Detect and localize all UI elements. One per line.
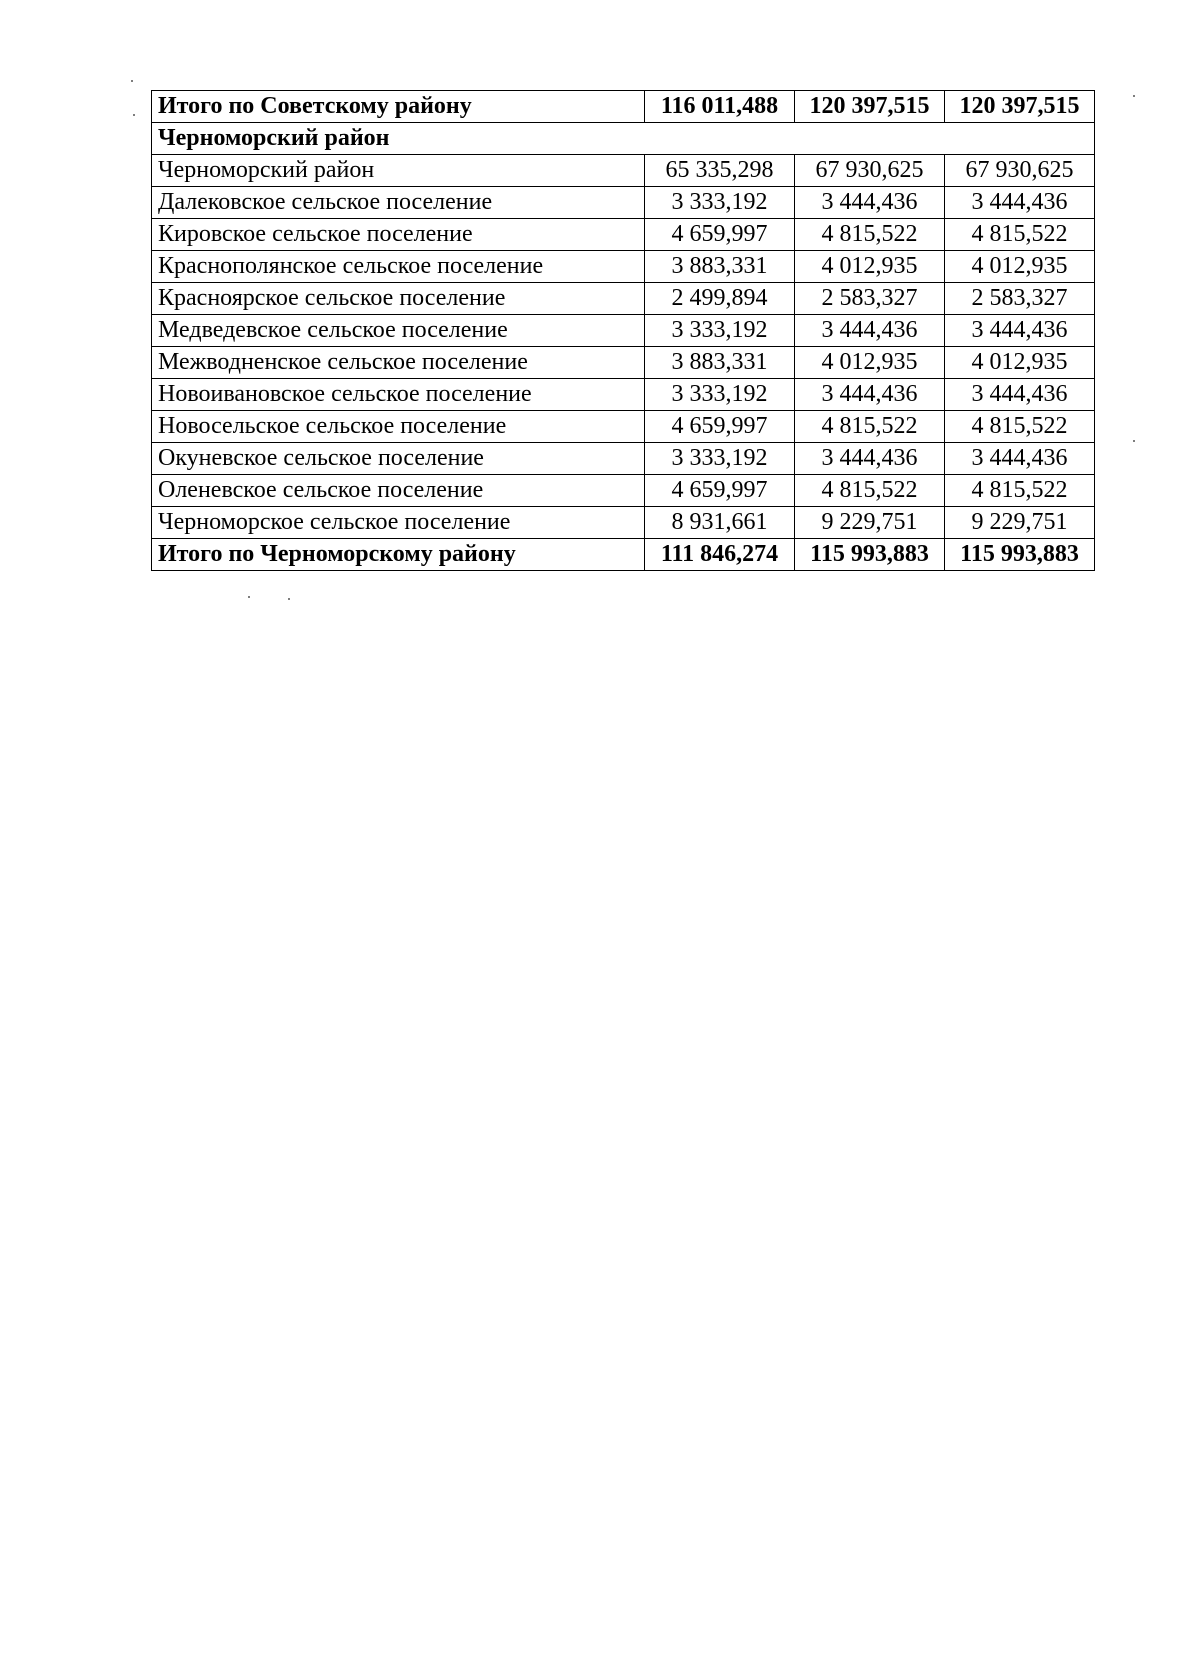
value-cell-2: 3 444,436 xyxy=(795,443,945,475)
scan-speck xyxy=(1133,440,1135,442)
value-cell-1: 4 659,997 xyxy=(645,219,795,251)
value-cell-2: 2 583,327 xyxy=(795,283,945,315)
table-row xyxy=(152,315,1095,347)
value-cell-2: 4 815,522 xyxy=(795,219,945,251)
table-row xyxy=(152,347,1095,379)
value-cell-1: 111 846,274 xyxy=(645,539,795,571)
value-cell-3: 4 012,935 xyxy=(945,251,1095,283)
value-cell-1: 65 335,298 xyxy=(645,155,795,187)
value-cell-1: 4 659,997 xyxy=(645,411,795,443)
value-cell-1: 3 333,192 xyxy=(645,443,795,475)
value-cell-1: 2 499,894 xyxy=(645,283,795,315)
row-name-cell: Окуневское сельское поселение xyxy=(152,443,645,475)
row-name-cell: Итого по Советскому району xyxy=(152,91,645,123)
row-name-cell: Межводненское сельское поселение xyxy=(152,347,645,379)
value-cell-3: 120 397,515 xyxy=(945,91,1095,123)
row-name-cell: Оленевское сельское поселение xyxy=(152,475,645,507)
table-row xyxy=(152,155,1095,187)
value-cell-3: 4 815,522 xyxy=(945,219,1095,251)
value-cell-2: 3 444,436 xyxy=(795,379,945,411)
value-cell-1: 3 333,192 xyxy=(645,187,795,219)
value-cell-3: 4 012,935 xyxy=(945,347,1095,379)
row-name-cell: Далековское сельское поселение xyxy=(152,187,645,219)
value-cell-2: 9 229,751 xyxy=(795,507,945,539)
table-row xyxy=(152,507,1095,539)
row-name-cell: Кировское сельское поселение xyxy=(152,219,645,251)
row-name-cell: Медведевское сельское поселение xyxy=(152,315,645,347)
value-cell-1: 116 011,488 xyxy=(645,91,795,123)
value-cell-3: 3 444,436 xyxy=(945,379,1095,411)
scan-speck xyxy=(248,596,250,598)
value-cell-1: 3 883,331 xyxy=(645,251,795,283)
budget-table xyxy=(151,90,1095,571)
section-title-cell: Черноморский район xyxy=(152,123,1095,155)
value-cell-3: 4 815,522 xyxy=(945,475,1095,507)
row-name-cell: Итого по Черноморскому району xyxy=(152,539,645,571)
value-cell-2: 3 444,436 xyxy=(795,187,945,219)
value-cell-2: 4 815,522 xyxy=(795,475,945,507)
value-cell-1: 4 659,997 xyxy=(645,475,795,507)
value-cell-1: 3 333,192 xyxy=(645,379,795,411)
scan-speck xyxy=(288,598,290,600)
table-row-total-sovetsky xyxy=(152,91,1095,123)
row-name-cell: Краснополянское сельское поселение xyxy=(152,251,645,283)
row-name-cell: Красноярское сельское поселение xyxy=(152,283,645,315)
table-row-total-chernomorsky xyxy=(152,539,1095,571)
value-cell-2: 67 930,625 xyxy=(795,155,945,187)
value-cell-3: 3 444,436 xyxy=(945,187,1095,219)
row-name-cell: Новосельское сельское поселение xyxy=(152,411,645,443)
table-row xyxy=(152,411,1095,443)
value-cell-2: 4 815,522 xyxy=(795,411,945,443)
value-cell-2: 4 012,935 xyxy=(795,347,945,379)
table-section-header xyxy=(152,123,1095,155)
value-cell-1: 8 931,661 xyxy=(645,507,795,539)
row-name-cell: Черноморское сельское поселение xyxy=(152,507,645,539)
table-row xyxy=(152,187,1095,219)
value-cell-2: 120 397,515 xyxy=(795,91,945,123)
table-row xyxy=(152,475,1095,507)
value-cell-3: 115 993,883 xyxy=(945,539,1095,571)
scan-speck xyxy=(131,80,133,82)
value-cell-3: 3 444,436 xyxy=(945,443,1095,475)
table-row xyxy=(152,251,1095,283)
value-cell-3: 3 444,436 xyxy=(945,315,1095,347)
value-cell-3: 67 930,625 xyxy=(945,155,1095,187)
value-cell-3: 2 583,327 xyxy=(945,283,1095,315)
table-row xyxy=(152,219,1095,251)
value-cell-2: 4 012,935 xyxy=(795,251,945,283)
row-name-cell: Черноморский район xyxy=(152,155,645,187)
value-cell-3: 9 229,751 xyxy=(945,507,1095,539)
row-name-cell: Новоивановское сельское поселение xyxy=(152,379,645,411)
value-cell-2: 3 444,436 xyxy=(795,315,945,347)
value-cell-2: 115 993,883 xyxy=(795,539,945,571)
scan-speck xyxy=(133,114,135,116)
value-cell-1: 3 883,331 xyxy=(645,347,795,379)
table-row xyxy=(152,283,1095,315)
table-row xyxy=(152,443,1095,475)
value-cell-1: 3 333,192 xyxy=(645,315,795,347)
scan-speck xyxy=(1133,95,1135,97)
table-row xyxy=(152,379,1095,411)
value-cell-3: 4 815,522 xyxy=(945,411,1095,443)
